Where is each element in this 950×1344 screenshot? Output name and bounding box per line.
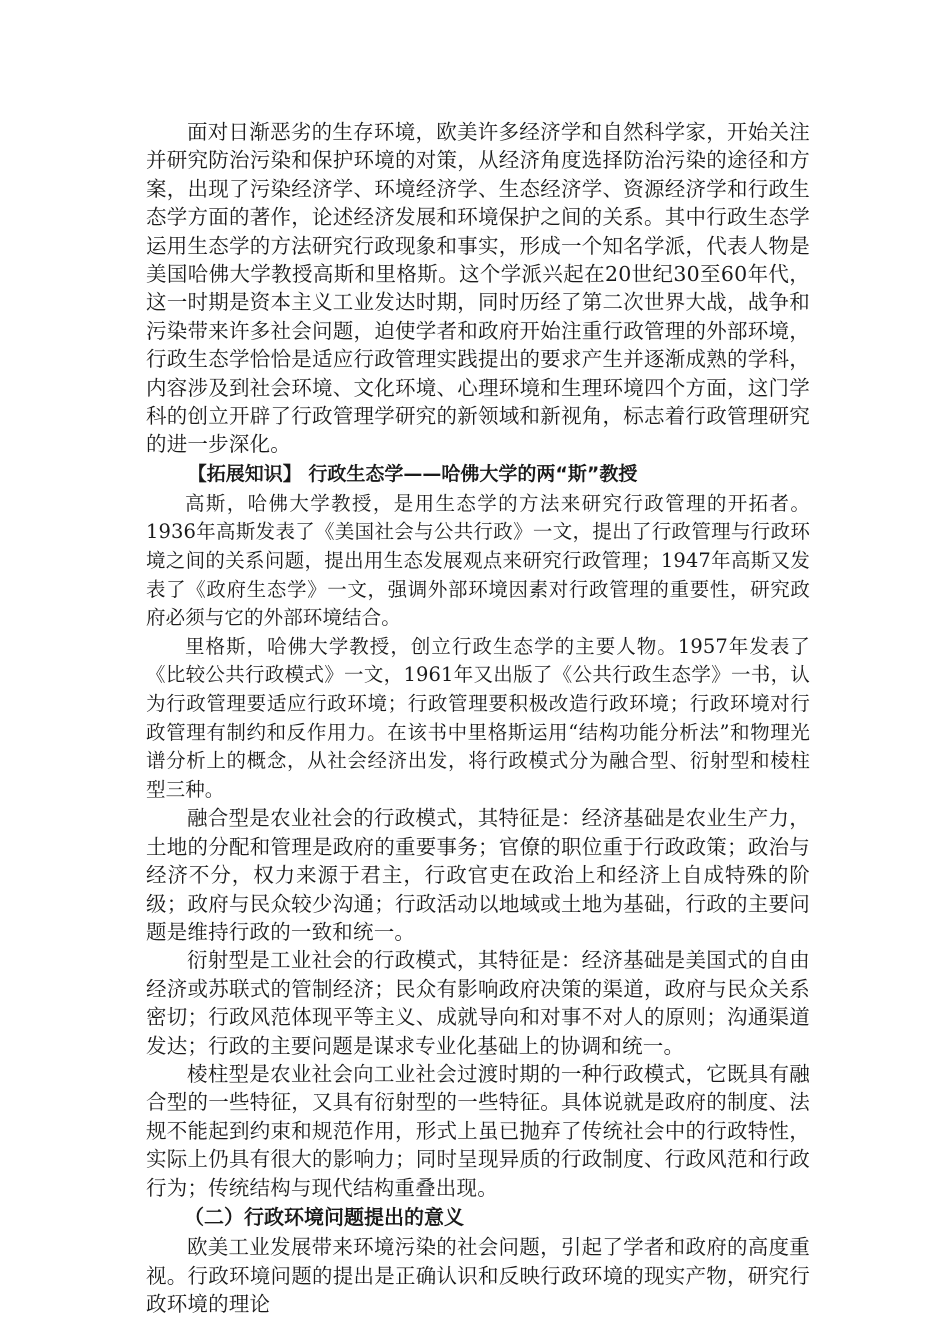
extended-knowledge-heading: 【拓展知识】 行政生态学——哈佛大学的两“斯”教授 <box>187 462 638 485</box>
prismatic-model-paragraph: 棱柱型是农业社会向工业社会过渡时期的一种行政模式，它既具有融合型的一些特征，又具有衍射型的一些特征。具体说就是政府的制度、法规不能起到约束和规范作用，形式上虽已抛弃了传统社会中的行政特性，实际上仍具有很大的影响力；同时呈现异质的行政制度、行政风范和行政行为；传统结构与现代结构重叠出现。 <box>146 1062 810 1200</box>
diffracted-model-paragraph: 衍射型是工业社会的行政模式，其特征是：经济基础是美国式的自由经济或苏联式的管制经济；民众有影响政府决策的渠道，政府与民众关系密切；行政风范体现平等主义、成就导向和对事不对人的原则；沟通渠道发达；行政的主要问题是谋求专业化基础上的协调和统一。 <box>146 948 810 1058</box>
riggs-paragraph: 里格斯，哈佛大学教授，创立行政生态学的主要人物。1957年发表了《比较公共行政模式》一文，1961年又出版了《公共行政生态学》一书，认为行政管理要适应行政环境；行政管理要积极改造行政环境；行政环境对行政管理有制约和反作用力。在该书中里格斯运用“结构功能分析法”和物理光谱分析上的概念，从社会经济出发，将行政模式分为融合型、衍射型和棱柱型三种。 <box>146 634 810 801</box>
fused-model-paragraph: 融合型是农业社会的行政模式，其特征是：经济基础是农业生产力，土地的分配和管理是政府的重要事务；官僚的职位重于行政政策；政治与经济不分，权力来源于君主，行政官吏在政治上和经济上自成特殊的阶级；政府与民众较少沟通；行政活动以地域或土地为基础，行政的主要问题是维持行政的一致和统一。 <box>146 806 810 945</box>
intro-paragraph: 面对日渐恶劣的生存环境，欧美许多经济学和自然科学家，开始关注并研究防治污染和保护环境的对策，从经济角度选择防治污染的途径和方案，出现了污染经济学、环境经济学、生态经济学、资源经济学和行政生态学方面的著作，论述经济发展和环境保护之间的关系。其中行政生态学运用生态学的方法研究行政现象和事实，形成一个知名学派，代表人物是美国哈佛大学教授高斯和里格斯。这个学派兴起在20世纪30至60年代，这一时期是资本主义工业发达时期，同时历经了第二次世界大战，战争和污染带来许多社会问题，迫使学者和政府开始注重行政管理的外部环境，行政生态学恰恰是适应行政管理实践提出的要求产生并逐渐成熟的学科，内容涉及到社会环境、文化环境、心理环境和生理环境四个方面，这门学科的创立开辟了行政管理学研究的新领域和新视角，标志着行政管理研究的进一步深化。 <box>146 120 810 457</box>
section-paragraph: 欧美工业发展带来环境污染的社会问题，引起了学者和政府的高度重视。行政环境问题的提出是正确认识和反映行政环境的现实产物，研究行政环境的理论 <box>146 1235 810 1316</box>
section-heading: （二）行政环境问题提出的意义 <box>184 1205 464 1230</box>
gaus-paragraph: 高斯，哈佛大学教授，是用生态学的方法来研究行政管理的开拓者。1936年高斯发表了《美国社会与公共行政》一文，提出了行政管理与行政环境之间的关系问题，提出用生态发展观点来研究行政管理；1947年高斯又发表了《政府生态学》一文，强调外部环境因素对行政管理的重要性，研究政府必须与它的外部环境结合。 <box>146 491 810 630</box>
